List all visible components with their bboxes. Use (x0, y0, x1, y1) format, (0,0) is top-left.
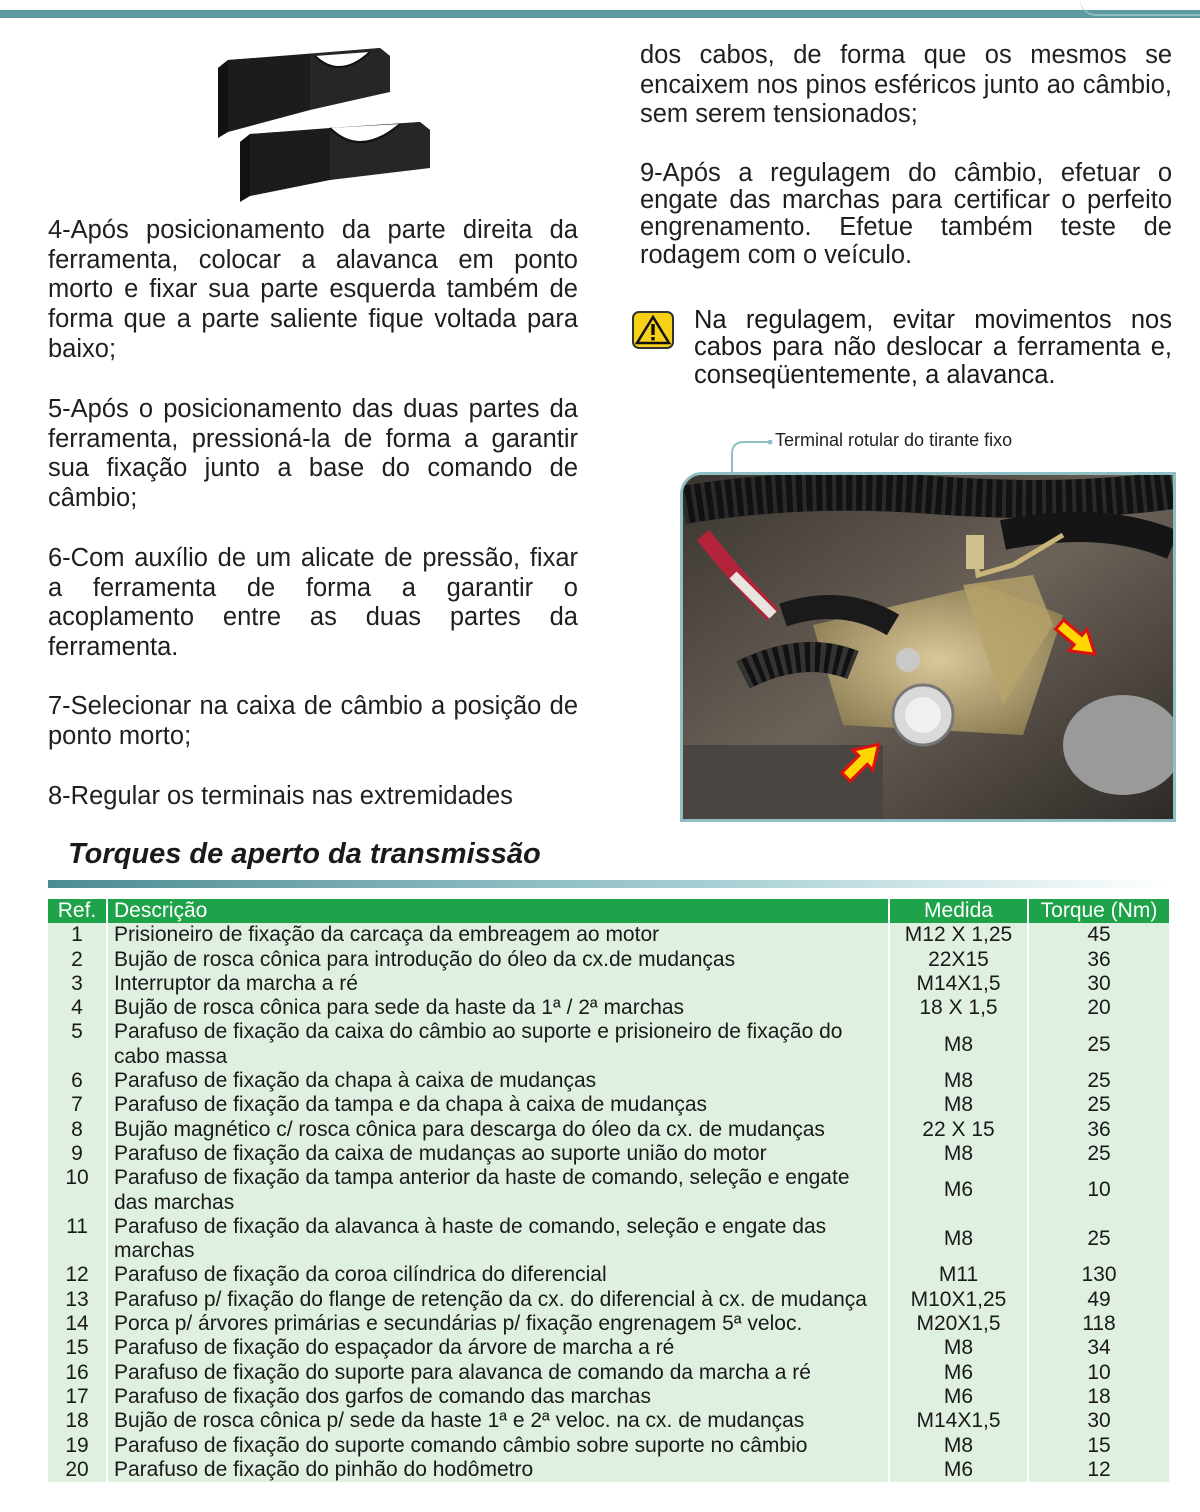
table-row (48, 1142, 1170, 1166)
table-row (48, 1361, 1170, 1385)
table-row (48, 1020, 1170, 1069)
warning-note (632, 307, 1172, 397)
header-description: Descrição (107, 899, 889, 923)
cell-ref: 11 (48, 1215, 107, 1264)
cell-ref: 16 (48, 1361, 107, 1385)
table-row (48, 923, 1170, 947)
header-ref: Ref. (48, 899, 107, 923)
section-title-rule (48, 880, 1170, 888)
cell-description: Parafuso de fixação da caixa de mudanças ao suporte união do motor (107, 1142, 889, 1166)
cell-ref: 19 (48, 1434, 107, 1458)
cell-ref: 9 (48, 1142, 107, 1166)
section-title: Torques de aperto da transmissão (68, 838, 541, 870)
cell-description: Bujão magnético c/ rosca cônica para descarga do óleo da cx. de mudanças (107, 1118, 889, 1142)
cell-torque: 49 (1028, 1288, 1170, 1312)
cell-torque: 130 (1028, 1263, 1170, 1287)
cell-ref: 17 (48, 1385, 107, 1409)
cell-description: Parafuso de fixação do suporte para alavanca de comando da marcha a ré (107, 1361, 889, 1385)
table-row (48, 1093, 1170, 1117)
table-row (48, 972, 1170, 996)
cell-medida: M8 (889, 1434, 1028, 1458)
cell-torque: 118 (1028, 1312, 1170, 1336)
cell-ref: 8 (48, 1118, 107, 1142)
cell-description: Parafuso de fixação do espaçador da árvore de marcha a ré (107, 1336, 889, 1360)
cell-ref: 13 (48, 1288, 107, 1312)
clamp-tool-illustration (210, 40, 440, 210)
cell-description: Prisioneiro de fixação da carcaça da embreagem ao motor (107, 923, 889, 947)
cell-ref: 7 (48, 1093, 107, 1117)
caption-leader-line (730, 440, 776, 472)
cell-ref: 6 (48, 1069, 107, 1093)
cell-medida: M8 (889, 1142, 1028, 1166)
table-row (48, 1166, 1170, 1215)
table-row (48, 1336, 1170, 1360)
step-6-text: 6-Com auxílio de um alicate de pressão, fixar a ferramenta de forma a garantir o acoplamento entre as duas partes da ferramenta. (48, 544, 578, 662)
cell-medida: M20X1,5 (889, 1312, 1028, 1336)
cell-medida: 22X15 (889, 948, 1028, 972)
top-decorative-rule (0, 10, 1200, 18)
cell-torque: 36 (1028, 1118, 1170, 1142)
table-row (48, 1118, 1170, 1142)
cell-medida: M6 (889, 1385, 1028, 1409)
warning-text: Na regulagem, evitar movimentos nos cabos para não deslocar a ferramenta e, conseqüentemente, a alavanca. (694, 306, 1172, 389)
cell-torque: 25 (1028, 1093, 1170, 1117)
cell-medida: M14X1,5 (889, 1409, 1028, 1433)
cell-description: Porca p/ árvores primárias e secundárias p/ fixação engrenagem 5ª veloc. (107, 1312, 889, 1336)
torque-table (48, 899, 1171, 1482)
cell-description: Parafuso de fixação do suporte comando câmbio sobre suporte no câmbio (107, 1434, 889, 1458)
cell-torque: 10 (1028, 1166, 1170, 1215)
cell-torque: 30 (1028, 972, 1170, 996)
cell-torque: 25 (1028, 1142, 1170, 1166)
table-row (48, 1409, 1170, 1433)
cell-torque: 25 (1028, 1215, 1170, 1264)
step-9-text: 9-Após a regulagem do câmbio, efetuar o engate das marchas para certificar o perfeito engrenamento. Efetue também teste de rodagem com o veículo. (640, 159, 1172, 269)
header-medida: Medida (889, 899, 1028, 923)
cell-medida: M8 (889, 1336, 1028, 1360)
table-header-row (48, 899, 1170, 923)
cell-torque: 30 (1028, 1409, 1170, 1433)
table-row (48, 948, 1170, 972)
cell-torque: 18 (1028, 1385, 1170, 1409)
cell-description: Parafuso p/ fixação do flange de retenção da cx. do diferencial à cx. de mudança (107, 1288, 889, 1312)
cell-medida: M6 (889, 1166, 1028, 1215)
cell-medida: M14X1,5 (889, 972, 1028, 996)
cell-medida: M6 (889, 1458, 1028, 1482)
cell-medida: 22 X 15 (889, 1118, 1028, 1142)
cell-medida: M8 (889, 1215, 1028, 1264)
warning-triangle-icon (632, 311, 674, 349)
table-row (48, 1312, 1170, 1336)
cell-torque: 36 (1028, 948, 1170, 972)
table-row (48, 1458, 1170, 1482)
cell-description: Parafuso de fixação da tampa e da chapa à caixa de mudanças (107, 1093, 889, 1117)
table-row (48, 1385, 1170, 1409)
cell-description: Parafuso de fixação da caixa do câmbio ao suporte e prisioneiro de fixação do cabo massa (107, 1020, 889, 1069)
cell-torque: 25 (1028, 1020, 1170, 1069)
table-row (48, 1069, 1170, 1093)
cell-ref: 3 (48, 972, 107, 996)
photo-caption: Terminal rotular do tirante fixo (775, 430, 1013, 450)
cell-ref: 2 (48, 948, 107, 972)
gearshift-linkage-photo (680, 472, 1176, 822)
cell-medida: 18 X 1,5 (889, 996, 1028, 1020)
step-7-text: 7-Selecionar na caixa de câmbio a posição de ponto morto; (48, 692, 578, 750)
torque-table-body (48, 923, 1170, 1482)
top-decorative-curve (1080, 0, 1200, 16)
cell-description: Parafuso de fixação da chapa à caixa de mudanças (107, 1069, 889, 1093)
table-row (48, 996, 1170, 1020)
cell-description: Bujão de rosca cônica p/ sede da haste 1ª e 2ª veloc. na cx. de mudanças (107, 1409, 889, 1433)
table-row (48, 1434, 1170, 1458)
cell-ref: 4 (48, 996, 107, 1020)
cell-medida: M6 (889, 1361, 1028, 1385)
cell-torque: 10 (1028, 1361, 1170, 1385)
cell-description: Parafuso de fixação da alavanca à haste de comando, seleção e engate das marchas (107, 1215, 889, 1264)
cell-torque: 45 (1028, 923, 1170, 947)
cell-ref: 14 (48, 1312, 107, 1336)
cell-torque: 12 (1028, 1458, 1170, 1482)
cell-torque: 20 (1028, 996, 1170, 1020)
step-4-text: 4-Após posicionamento da parte direita da ferramenta, colocar a alavanca em ponto morto e fixar sua parte esquerda também de forma que a parte saliente fique voltada para baixo; (48, 216, 578, 363)
cell-description: Bujão de rosca cônica para introdução do óleo da cx.de mudanças (107, 948, 889, 972)
header-torque: Torque (Nm) (1028, 899, 1170, 923)
cell-ref: 18 (48, 1409, 107, 1433)
cell-medida: M8 (889, 1020, 1028, 1069)
cell-medida: M8 (889, 1093, 1028, 1117)
cell-description: Parafuso de fixação da tampa anterior da haste de comando, seleção e engate das marchas (107, 1166, 889, 1215)
cell-ref: 10 (48, 1166, 107, 1215)
cell-description: Bujão de rosca cônica para sede da haste da 1ª / 2ª marchas (107, 996, 889, 1020)
step-8-continued-text: dos cabos, de forma que os mesmos se encaixem nos pinos esféricos junto ao câmbio, sem serem tensionados; (640, 41, 1172, 129)
cell-ref: 5 (48, 1020, 107, 1069)
cell-torque: 15 (1028, 1434, 1170, 1458)
cell-ref: 1 (48, 923, 107, 947)
step-5-text: 5-Após o posicionamento das duas partes da ferramenta, pressioná-la de forma a garantir sua fixação junto a base do comando de câmbio; (48, 395, 578, 513)
table-row (48, 1288, 1170, 1312)
cell-torque: 25 (1028, 1069, 1170, 1093)
photo-illustration (683, 475, 1173, 819)
cell-medida: M11 (889, 1263, 1028, 1287)
cell-ref: 15 (48, 1336, 107, 1360)
table-row (48, 1215, 1170, 1264)
cell-medida: M8 (889, 1069, 1028, 1093)
cell-description: Parafuso de fixação da coroa cilíndrica do diferencial (107, 1263, 889, 1287)
cell-description: Interruptor da marcha a ré (107, 972, 889, 996)
table-row (48, 1263, 1170, 1287)
cell-ref: 12 (48, 1263, 107, 1287)
cell-medida: M10X1,25 (889, 1288, 1028, 1312)
step-8-text: 8-Regular os terminais nas extremidades (48, 782, 513, 810)
cell-medida: M12 X 1,25 (889, 923, 1028, 947)
cell-description: Parafuso de fixação do pinhão do hodômetro (107, 1458, 889, 1482)
cell-torque: 34 (1028, 1336, 1170, 1360)
cell-ref: 20 (48, 1458, 107, 1482)
cell-description: Parafuso de fixação dos garfos de comando das marchas (107, 1385, 889, 1409)
